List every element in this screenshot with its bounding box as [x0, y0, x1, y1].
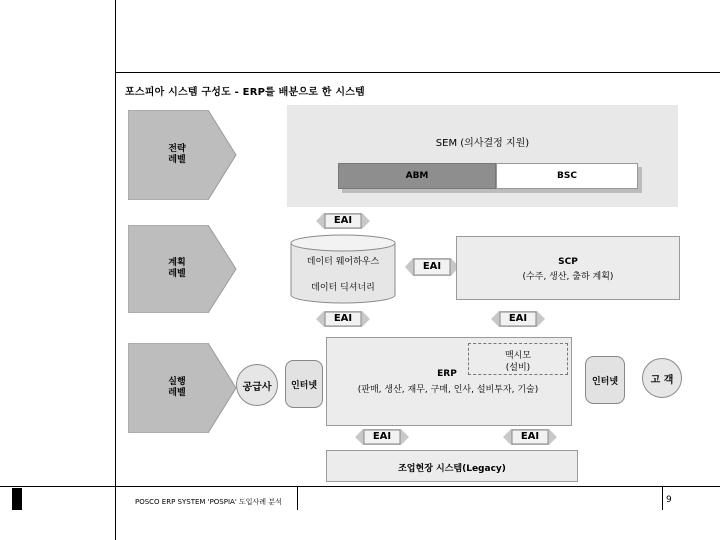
eai-label: EAI	[422, 261, 442, 272]
eai-badge-legacy-right	[503, 429, 557, 445]
bsc-box	[496, 163, 638, 189]
eai-label: EAI	[508, 313, 528, 324]
strategy-level-label: 전략 레벨	[168, 144, 186, 165]
legacy-label: 조업현장 시스템(Legacy)	[398, 464, 506, 474]
legacy-box	[326, 450, 578, 482]
bsc-label: BSC	[557, 171, 577, 181]
eai-badge-dw-scp	[405, 258, 459, 274]
maximo-line2: (설비)	[505, 363, 531, 373]
maximo-box	[468, 343, 568, 375]
data-warehouse-label: 데이터 웨어하우스	[306, 257, 380, 267]
execution-level-label: 실행 레벨	[168, 377, 186, 398]
scp-detail: (수주, 생산, 출하 계획)	[522, 272, 614, 282]
abm-label: ABM	[405, 171, 429, 181]
scp-box	[456, 236, 680, 300]
execution-level-arrow	[128, 343, 238, 433]
customer-node	[642, 358, 682, 398]
scp-title: SCP	[558, 257, 578, 267]
erp-title: ERP	[437, 369, 457, 379]
eai-badge-dw-erp	[316, 311, 370, 327]
internet-left-label: 인터넷	[290, 381, 318, 391]
header-divider	[115, 72, 720, 73]
eai-badge-scp-erp	[491, 311, 545, 327]
footer-top-line	[0, 486, 720, 487]
plan-level-label: 계획 레벨	[168, 258, 186, 279]
customer-label: 고 객	[650, 375, 674, 386]
data-dictionary-label: 데이터 딕셔너리	[311, 283, 375, 293]
maximo-line1: 맥시모	[504, 351, 532, 361]
footer-black-block	[12, 488, 22, 510]
diagram-title: 포스피아 시스템 구성도 - ERP를 배분으로 한 시스템	[125, 87, 365, 98]
supplier-node	[236, 364, 278, 406]
footer-title: POSCO ERP SYSTEM 'POSPIA' 도입사례 분석	[135, 498, 282, 506]
footer-divider-2	[662, 486, 663, 510]
plan-level-arrow	[128, 225, 238, 313]
erp-detail: (판매, 생산, 재무, 구매, 인사, 설비투자, 기술)	[357, 385, 539, 395]
eai-label: EAI	[520, 431, 540, 442]
internet-right-label: 인터넷	[591, 377, 619, 387]
eai-label: EAI	[333, 313, 353, 324]
internet-right-node	[585, 356, 625, 404]
abm-box	[338, 163, 496, 189]
strategy-level-arrow	[128, 110, 238, 200]
eai-badge-legacy-left	[355, 429, 409, 445]
data-warehouse-cylinder	[290, 234, 396, 304]
eai-badge-sem	[316, 213, 370, 229]
eai-label: EAI	[333, 215, 353, 226]
eai-label: EAI	[372, 431, 392, 442]
footer-divider-1	[297, 486, 298, 510]
supplier-label: 공급사	[242, 382, 272, 393]
page-number: 9	[666, 495, 672, 505]
sem-title: SEM (의사결정 지원)	[435, 138, 530, 149]
internet-left-node	[285, 360, 323, 408]
left-margin-line	[115, 0, 116, 540]
